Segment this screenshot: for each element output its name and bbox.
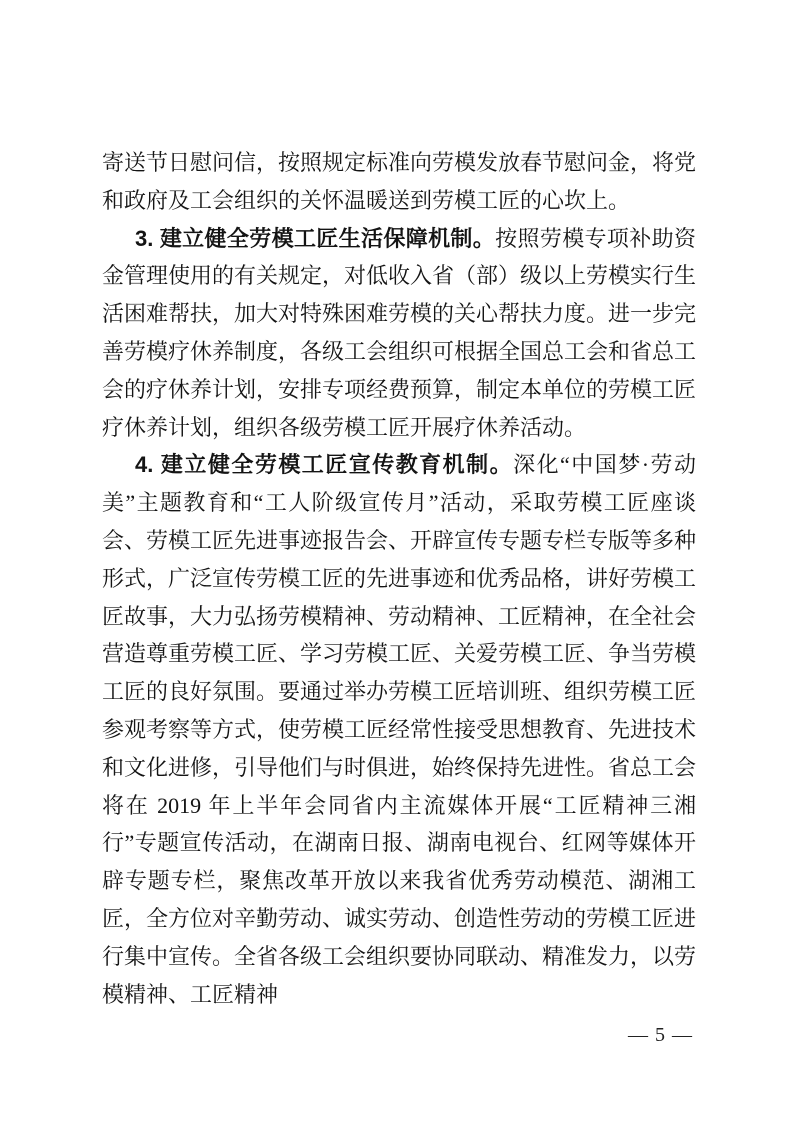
document-body — [102, 144, 696, 1013]
paragraph-item-3-body: 按照劳模专项补助资金管理使用的有关规定，对低收入省（部）级以上劳模实行生活困难帮扶，加大对特殊困难劳模的关心帮扶力度。进一步完善劳模疗休养制度，各级工会组织可根据全国总工会和省总工会的疗休养计划，安排专项经费预算，制定本单位的劳模工匠疗休养计划，组织各级劳模工匠开展疗休养活动。 — [102, 225, 697, 440]
paragraph-item-4-body: 深化“中国梦·劳动美”主题教育和“工人阶级宣传月”活动，采取劳模工匠座谈会、劳模工匠先进事迹报告会、开辟宣传专题专栏专版等多种形式，广泛宣传劳模工匠的先进事迹和优秀品格，讲好劳模工匠故事，大力弘扬劳模精神、劳动精神、工匠精神，在全社会营造尊重劳模工匠、学习劳模工匠、关爱劳模工匠、争当劳模工匠的良好氛围。要通过举办劳模工匠培训班、组织劳模工匠参观考察等方式，使劳模工匠经常性接受思想教育、先进技术和文化进修，引导他们与时俱进，始终保持先进性。省总工会将在 2019 年上半年会同省内主流媒体开展“工匠精神三湘行”专题宣传活动，在湖南日报、湖南电视台、红网等媒体开辟专题专栏，聚焦改革开放以来我省优秀劳动模范、湖湘工匠，全方位对辛勤劳动、诚实劳动、创造性劳动的劳模工匠进行集中宣传。全省各级工会组织要协同联动、精准发力，以劳模精神、工匠精神 — [102, 452, 697, 1007]
paragraph-text: 寄送节日慰问信，按照规定标准向劳模发放春节慰问金，将党和政府及工会组织的关怀温暖送到劳模工匠的心坎上。 — [102, 150, 697, 213]
paragraph-continuation — [102, 144, 696, 220]
paragraph-item-3 — [102, 220, 696, 447]
paragraph-item-3-heading: 3. 建立健全劳模工匠生活保障机制。 — [135, 225, 496, 251]
paragraph-item-4 — [102, 446, 696, 1013]
paragraph-item-4-heading: 4. 建立健全劳模工匠宣传教育机制。 — [135, 452, 514, 478]
page-number: — 5 — — [628, 1024, 693, 1046]
